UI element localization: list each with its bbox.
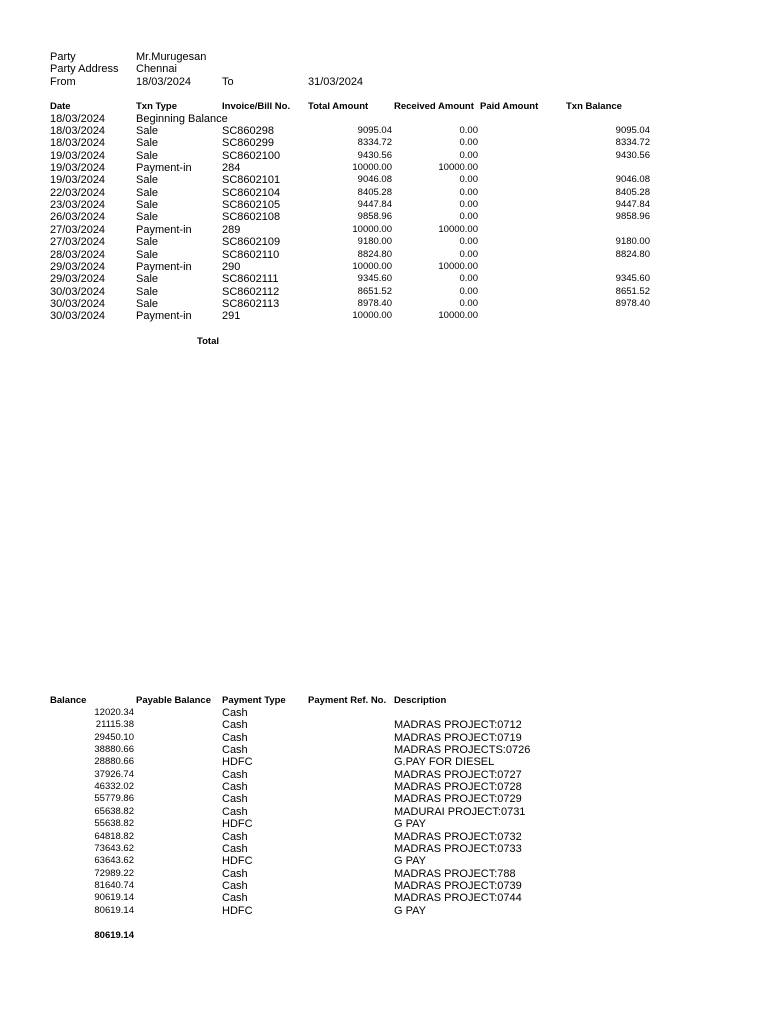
row-txn-type: Sale <box>136 186 159 199</box>
table-row <box>0 880 768 892</box>
row-total-amount: 10000.00 <box>352 310 392 322</box>
row-balance: 21115.38 <box>95 719 134 731</box>
row-txn-balance: 9858.96 <box>615 211 650 223</box>
row-total-amount: 9046.08 <box>357 174 392 186</box>
row-txn-type: Sale <box>136 248 159 261</box>
row-total-amount: 8405.28 <box>357 186 392 198</box>
row-payment-type: Cash <box>222 781 248 794</box>
row-description: MADRAS PROJECTS:0726 <box>394 744 531 757</box>
row-balance: 73643.62 <box>94 842 134 854</box>
row-total-amount: 8978.40 <box>357 297 392 309</box>
header-txn-balance: Txn Balance <box>566 101 622 112</box>
row-date: 30/03/2024 <box>50 310 106 323</box>
row-description: MADRAS PROJECT:0728 <box>394 781 522 794</box>
party-value: Mr.Murugesan <box>136 51 207 63</box>
row-invoice: 289 <box>222 223 241 236</box>
row-balance: 63643.62 <box>94 855 134 867</box>
row-txn-type: Sale <box>136 211 159 224</box>
row-received-amount: 0.00 <box>459 199 478 211</box>
row-received-amount: 0.00 <box>459 125 478 136</box>
row-total-amount: 10000.00 <box>352 260 392 272</box>
row-description: MADURAI PROJECT:0731 <box>394 805 526 818</box>
row-date: 28/03/2024 <box>50 248 106 261</box>
row-date: 29/03/2024 <box>50 260 106 273</box>
row-balance: 29450.10 <box>94 731 134 743</box>
table-row <box>0 892 768 904</box>
row-date: 19/03/2024 <box>50 174 106 187</box>
table-row <box>0 707 768 719</box>
row-txn-type: Sale <box>136 285 159 298</box>
row-total-amount: 8824.80 <box>357 248 392 260</box>
row-txn-balance: 9447.84 <box>615 199 650 211</box>
row-received-amount: 0.00 <box>459 236 478 248</box>
row-received-amount: 0.00 <box>459 211 478 223</box>
row-txn-type: Payment-in <box>136 260 192 273</box>
table-row <box>0 868 768 880</box>
row-date: 30/03/2024 <box>50 285 106 298</box>
row-txn-type: Payment-in <box>136 162 192 175</box>
row-txn-type: Sale <box>136 199 159 212</box>
table-row <box>0 211 768 223</box>
row-payment-type: Cash <box>222 830 248 843</box>
row-total-amount: 8334.72 <box>357 137 392 149</box>
row-invoice: SC8602111 <box>222 273 279 286</box>
row-txn-type: Sale <box>136 125 159 137</box>
table-row <box>0 162 768 174</box>
row-payment-type: Cash <box>222 707 248 719</box>
row-total-amount: 9345.60 <box>357 273 392 285</box>
table-row <box>0 781 768 793</box>
row-invoice: SC860298 <box>222 125 274 137</box>
table-row <box>0 224 768 236</box>
row-date: 30/03/2024 <box>50 297 106 310</box>
table-row <box>0 137 768 149</box>
table-row <box>0 298 768 310</box>
row-payment-type: Cash <box>222 744 248 757</box>
row-txn-balance: 8334.72 <box>615 137 650 149</box>
row-payment-type: HDFC <box>222 904 253 917</box>
row-received-amount: 10000.00 <box>438 260 478 272</box>
row-total-amount: 9447.84 <box>357 199 392 211</box>
party-label: Party <box>50 51 76 63</box>
row-invoice: SC8602108 <box>222 211 281 224</box>
header-payable-balance: Payable Balance <box>136 695 211 706</box>
row-date: 23/03/2024 <box>50 199 106 212</box>
row-date: 26/03/2024 <box>50 211 106 224</box>
table-row <box>0 174 768 186</box>
row-balance: 12020.34 <box>94 707 134 718</box>
from-date: 18/03/2024 <box>136 76 192 88</box>
row-total-amount: 8651.52 <box>357 285 392 297</box>
row-txn-balance: 8405.28 <box>615 186 650 198</box>
header-total-amount: Total Amount <box>308 101 369 112</box>
row-payment-type: Cash <box>222 768 248 781</box>
row-payment-type: Cash <box>222 892 248 905</box>
row-txn-type: Sale <box>136 273 159 286</box>
to-label: To <box>222 76 234 88</box>
table-row <box>0 273 768 285</box>
row-description: G PAY <box>394 904 426 917</box>
row-received-amount: 0.00 <box>459 186 478 198</box>
row-invoice: SC860299 <box>222 137 274 150</box>
row-txn-balance: 9180.00 <box>615 236 650 248</box>
table-row <box>0 905 768 917</box>
row-payment-type: Cash <box>222 719 248 732</box>
row-txn-balance: 9095.04 <box>615 125 650 136</box>
table-row <box>0 249 768 261</box>
beginning-date: 18/03/2024 <box>50 113 106 125</box>
row-balance: 28880.66 <box>94 756 134 768</box>
row-description: MADRAS PROJECT:0739 <box>394 879 522 892</box>
from-label: From <box>50 76 76 88</box>
row-received-amount: 10000.00 <box>438 162 478 174</box>
table-row <box>0 769 768 781</box>
to-date: 31/03/2024 <box>308 76 364 88</box>
row-txn-balance: 9046.08 <box>615 174 650 186</box>
row-txn-type: Sale <box>136 174 159 187</box>
header-paid-amount: Paid Amount <box>480 101 539 112</box>
table-row <box>0 806 768 818</box>
row-invoice: 284 <box>222 162 241 175</box>
table-row <box>0 261 768 273</box>
party-address-value: Chennai <box>136 63 177 75</box>
beginning-label: Beginning Balance <box>136 113 228 125</box>
row-txn-balance: 9430.56 <box>615 149 650 161</box>
row-txn-type: Payment-in <box>136 223 192 236</box>
header-balance: Balance <box>50 695 87 706</box>
table-row <box>0 855 768 867</box>
header-description: Description <box>394 695 447 706</box>
header-date: Date <box>50 101 71 112</box>
table-row <box>0 187 768 199</box>
row-received-amount: 10000.00 <box>438 310 478 322</box>
row-payment-type: HDFC <box>222 855 253 868</box>
row-balance: 90619.14 <box>94 892 134 904</box>
row-total-amount: 9430.56 <box>357 149 392 161</box>
row-invoice: SC8602101 <box>222 174 281 187</box>
row-total-amount: 10000.00 <box>352 223 392 235</box>
row-invoice: SC8602105 <box>222 199 281 212</box>
row-balance: 46332.02 <box>94 781 134 793</box>
row-payment-type: Cash <box>222 867 248 880</box>
table-row <box>0 756 768 768</box>
row-description: MADRAS PROJECT:0744 <box>394 892 522 905</box>
row-description: G PAY <box>394 855 426 868</box>
table-row <box>0 719 768 731</box>
row-payment-type: Cash <box>222 879 248 892</box>
row-invoice: SC8602110 <box>222 248 280 261</box>
total-label: Total <box>197 336 219 347</box>
header-txn-type: Txn Type <box>136 101 177 112</box>
row-txn-type: Sale <box>136 297 159 310</box>
row-txn-balance: 8651.52 <box>615 285 650 297</box>
row-total-amount: 9858.96 <box>357 211 392 223</box>
row-description: MADRAS PROJECT:788 <box>394 867 516 880</box>
row-description: G.PAY FOR DIESEL <box>394 756 495 769</box>
header-invoice: Invoice/Bill No. <box>222 101 291 112</box>
table-row <box>0 831 768 843</box>
row-txn-type: Sale <box>136 236 159 249</box>
table-row <box>0 818 768 830</box>
row-txn-balance: 9345.60 <box>615 273 650 285</box>
row-description: MADRAS PROJECT:0732 <box>394 830 522 843</box>
header-received-amount: Received Amount <box>394 101 474 112</box>
row-payment-type: HDFC <box>222 818 253 831</box>
row-received-amount: 0.00 <box>459 248 478 260</box>
row-invoice: SC8602109 <box>222 236 281 249</box>
header-payment-ref: Payment Ref. No. <box>308 695 387 706</box>
row-balance: 72989.22 <box>94 867 134 879</box>
header-payment-type: Payment Type <box>222 695 286 706</box>
row-invoice: SC8602113 <box>222 297 280 310</box>
row-date: 22/03/2024 <box>50 186 106 199</box>
table-row <box>0 125 768 137</box>
row-txn-type: Sale <box>136 137 159 150</box>
row-balance: 65638.82 <box>94 805 134 817</box>
row-description: MADRAS PROJECT:0712 <box>394 719 522 732</box>
row-payment-type: HDFC <box>222 756 253 769</box>
table-row <box>0 310 768 322</box>
table-row <box>0 199 768 211</box>
row-txn-type: Payment-in <box>136 310 192 323</box>
row-payment-type: Cash <box>222 805 248 818</box>
row-balance: 81640.74 <box>94 879 134 891</box>
row-received-amount: 0.00 <box>459 297 478 309</box>
table-row <box>0 793 768 805</box>
row-description: MADRAS PROJECT:0719 <box>394 731 522 744</box>
row-invoice: SC8602100 <box>222 149 281 162</box>
row-payment-type: Cash <box>222 731 248 744</box>
row-received-amount: 10000.00 <box>438 223 478 235</box>
row-description: MADRAS PROJECT:0727 <box>394 768 522 781</box>
row-description: MADRAS PROJECT:0733 <box>394 842 522 855</box>
row-received-amount: 0.00 <box>459 285 478 297</box>
row-date: 19/03/2024 <box>50 162 106 175</box>
row-received-amount: 0.00 <box>459 174 478 186</box>
row-invoice: SC8602104 <box>222 186 281 199</box>
table-row <box>0 286 768 298</box>
row-invoice: 290 <box>222 260 241 273</box>
row-description: G PAY <box>394 818 426 831</box>
row-balance: 38880.66 <box>94 744 134 756</box>
row-balance: 55779.86 <box>94 793 134 805</box>
row-date: 27/03/2024 <box>50 223 106 236</box>
row-received-amount: 0.00 <box>459 273 478 285</box>
row-invoice: SC8602112 <box>222 285 280 298</box>
row-date: 27/03/2024 <box>50 236 106 249</box>
row-date: 29/03/2024 <box>50 273 106 286</box>
row-description: MADRAS PROJECT:0729 <box>394 793 522 806</box>
row-txn-balance: 8978.40 <box>615 297 650 309</box>
row-payment-type: Cash <box>222 793 248 806</box>
row-balance: 64818.82 <box>94 830 134 842</box>
row-total-amount: 9095.04 <box>357 125 392 136</box>
row-received-amount: 0.00 <box>459 149 478 161</box>
table-row <box>0 744 768 756</box>
row-balance: 37926.74 <box>94 768 134 780</box>
row-txn-type: Sale <box>136 149 159 162</box>
row-received-amount: 0.00 <box>459 137 478 149</box>
row-txn-balance: 8824.80 <box>615 248 650 260</box>
table-row <box>0 150 768 162</box>
row-payment-type: Cash <box>222 842 248 855</box>
table-row <box>0 843 768 855</box>
table-row <box>0 732 768 744</box>
row-total-amount: 10000.00 <box>352 162 392 174</box>
party-address-label: Party Address <box>50 63 119 75</box>
row-balance: 55638.82 <box>94 818 134 830</box>
table-row <box>0 236 768 248</box>
balance-total: 80619.14 <box>94 930 134 941</box>
row-balance: 80619.14 <box>94 904 134 916</box>
row-date: 18/03/2024 <box>50 125 106 137</box>
row-date: 19/03/2024 <box>50 149 106 162</box>
row-invoice: 291 <box>222 310 241 323</box>
row-total-amount: 9180.00 <box>357 236 392 248</box>
row-date: 18/03/2024 <box>50 137 106 150</box>
